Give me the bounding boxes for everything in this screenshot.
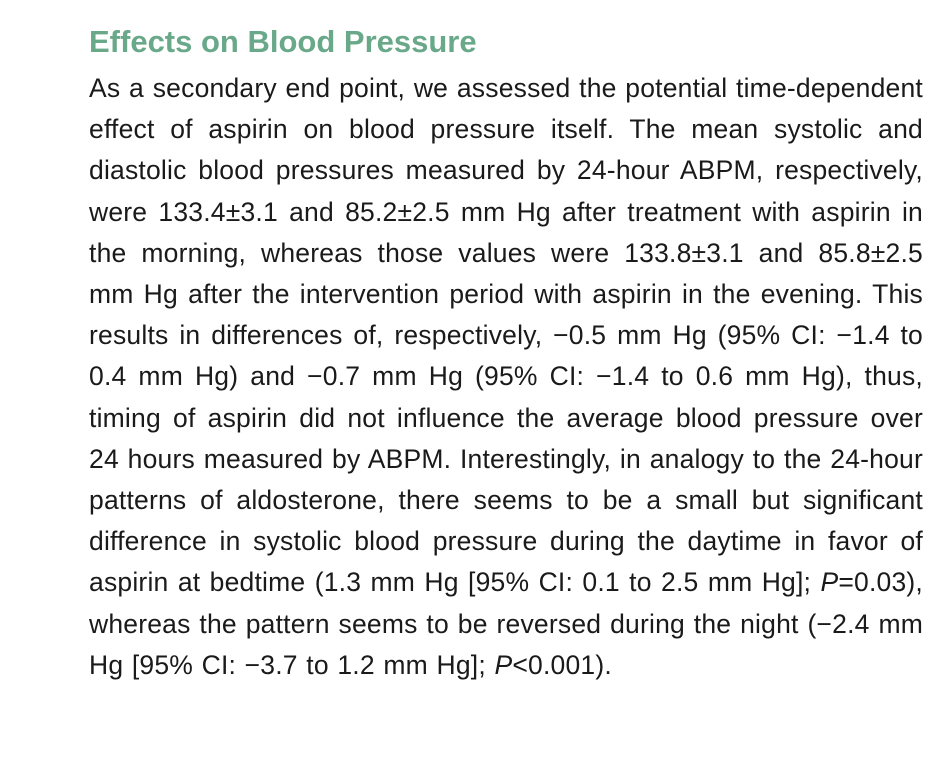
paragraph-text-run: =0.03), whereas the pattern seems to be reversed during the night (−2.4 mm Hg [95% CI: −3.7 to 1.2 mm Hg]; [89, 567, 923, 680]
body-paragraph [89, 68, 923, 686]
p-value-symbol: P [494, 649, 513, 680]
section-heading: Effects on Blood Pressure [89, 24, 477, 59]
paragraph-text-run: <0.001). [512, 649, 612, 680]
paragraph-text-run: As a secondary end point, we assessed the potential time-dependent effect of aspirin on blood pressure itself. The mean systolic and diastolic blood pressures measured by 24-hour ABPM, respectively, were 133.4±3.1 and 85.2±2.5 mm Hg after treatment with aspirin in the morning, whereas those values were 133.8±3.1 and 85.8±2.5 mm Hg after the intervention period with aspirin in the evening. This results in differences of, respectively, −0.5 mm Hg (95% CI: −1.4 to 0.4 mm Hg) and −0.7 mm Hg (95% CI: −1.4 to 0.6 mm Hg), thus, timing of aspirin did not influence the average blood pressure over 24 hours measured by ABPM. Interestingly, in analogy to the 24-hour patterns of aldosterone, there seems to be a small but significant difference in systolic blood pressure during the daytime in favor of aspirin at bedtime (1.3 mm Hg [95% CI: 0.1 to 2.5 mm Hg]; [89, 73, 923, 598]
results-section [89, 22, 923, 686]
p-value-symbol: P [820, 567, 839, 598]
